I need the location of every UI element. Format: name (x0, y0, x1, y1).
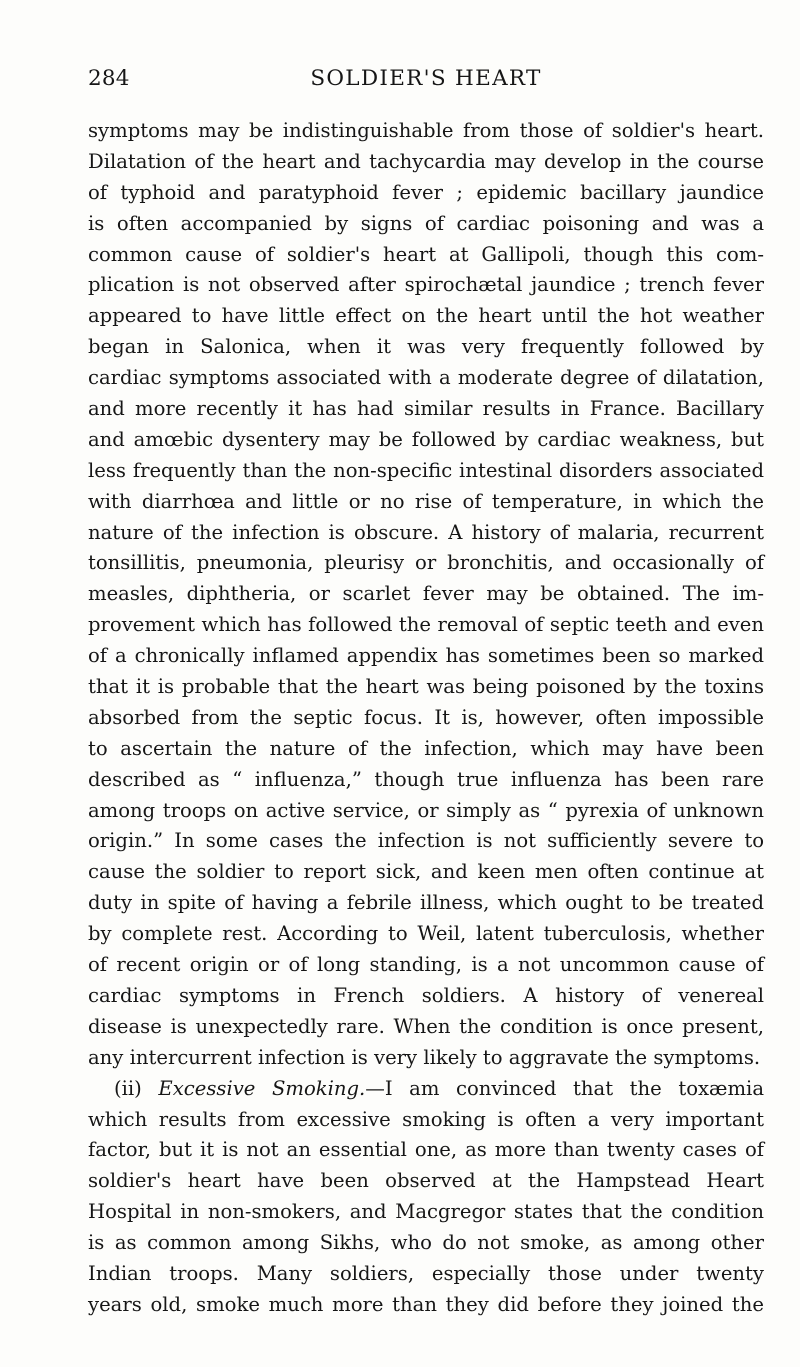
text-line: years old, smoke much more than they did before they joined the (88, 1292, 764, 1316)
text-line: of a chronically inflamed appendix has sometimes been so marked (88, 644, 764, 668)
text-line: disease is unexpectedly rare. When the condition is once present, (88, 1014, 764, 1038)
text-line: and amœbic dysentery may be followed by cardiac weakness, but (88, 427, 764, 451)
page-number: 284 (88, 66, 130, 91)
text-line: nature of the infection is obscure. A history of malaria, recurrent (88, 520, 764, 544)
text-line: described as “ influenza,” though true influenza has been rare (88, 767, 764, 791)
text-line: less frequently than the non-specific intestinal disorders associated (88, 458, 764, 482)
running-title: SOLDIER'S HEART (310, 66, 542, 91)
text-line: plication is not observed after spirochætal jaundice ; trench fever (88, 273, 764, 297)
text-line: and more recently it has had similar results in France. Bacillary (88, 397, 764, 421)
section-first-line-text: —I am convinced that the toxæmia (365, 1076, 764, 1100)
text-line: absorbed from the septic focus. It is, however, often impossible (88, 705, 764, 729)
text-line: appeared to have little effect on the heart until the hot weather (88, 304, 764, 328)
section-heading-line (88, 1074, 764, 1105)
text-line: is often accompanied by signs of cardiac poisoning and was a (88, 211, 764, 235)
text-line: cardiac symptoms associated with a moderate degree of dilatation, (88, 366, 764, 390)
text-line: Hospital in non-smokers, and Macgregor states that the condition (88, 1200, 764, 1224)
text-line: symptoms may be indistinguishable from those of soldier's heart. (88, 119, 764, 142)
text-line: of typhoid and paratyphoid fever ; epidemic bacillary jaundice (88, 180, 764, 204)
text-line: by complete rest. According to Weil, latent tuberculosis, whether (88, 922, 764, 946)
text-line: Indian troops. Many soldiers, especially those under twenty (88, 1261, 764, 1285)
text-line: cause the soldier to report sick, and keen men often continue at (88, 860, 764, 884)
text-line: soldier's heart have been observed at the Hampstead Heart (88, 1169, 764, 1193)
text-line: Dilatation of the heart and tachycardia may develop in the course (88, 149, 764, 173)
text-line: provement which has followed the removal of septic teeth and even (88, 613, 764, 637)
text-line: began in Salonica, when it was very frequently followed by (88, 335, 764, 359)
text-line: origin.” In some cases the infection is not sufficiently severe to (88, 829, 764, 853)
text-line: tonsillitis, pneumonia, pleurisy or bronchitis, and occasionally of (88, 551, 764, 575)
running-head (88, 66, 764, 96)
text-line: measles, diphtheria, or scarlet fever may be obtained. The im- (88, 582, 764, 606)
text-line: of recent origin or of long standing, is a not uncommon cause of (88, 953, 764, 977)
text-line: with diarrhœa and little or no rise of temperature, in which the (88, 489, 764, 513)
section-number: (ii) (114, 1076, 142, 1100)
text-line: that it is probable that the heart was being poisoned by the toxins (88, 675, 764, 699)
text-line: to ascertain the nature of the infection, which may have been (88, 736, 764, 760)
text-line: among troops on active service, or simply as “ pyrexia of unknown (88, 798, 764, 822)
text-line: is as common among Sikhs, who do not smoke, as among other (88, 1231, 764, 1255)
text-line: duty in spite of having a febrile illness, which ought to be treated (88, 891, 764, 915)
text-line: which results from excessive smoking is often a very important (88, 1107, 764, 1131)
body-text (88, 116, 764, 1321)
text-line: factor, but it is not an essential one, as more than twenty cases of (88, 1138, 764, 1162)
text-line: common cause of soldier's heart at Gallipoli, though this com- (88, 242, 764, 266)
section-title: Excessive Smoking. (158, 1076, 366, 1100)
text-line: cardiac symptoms in French soldiers. A history of venereal (88, 983, 764, 1007)
text-line: any intercurrent infection is very likely to aggravate the symptoms. (88, 1045, 761, 1069)
